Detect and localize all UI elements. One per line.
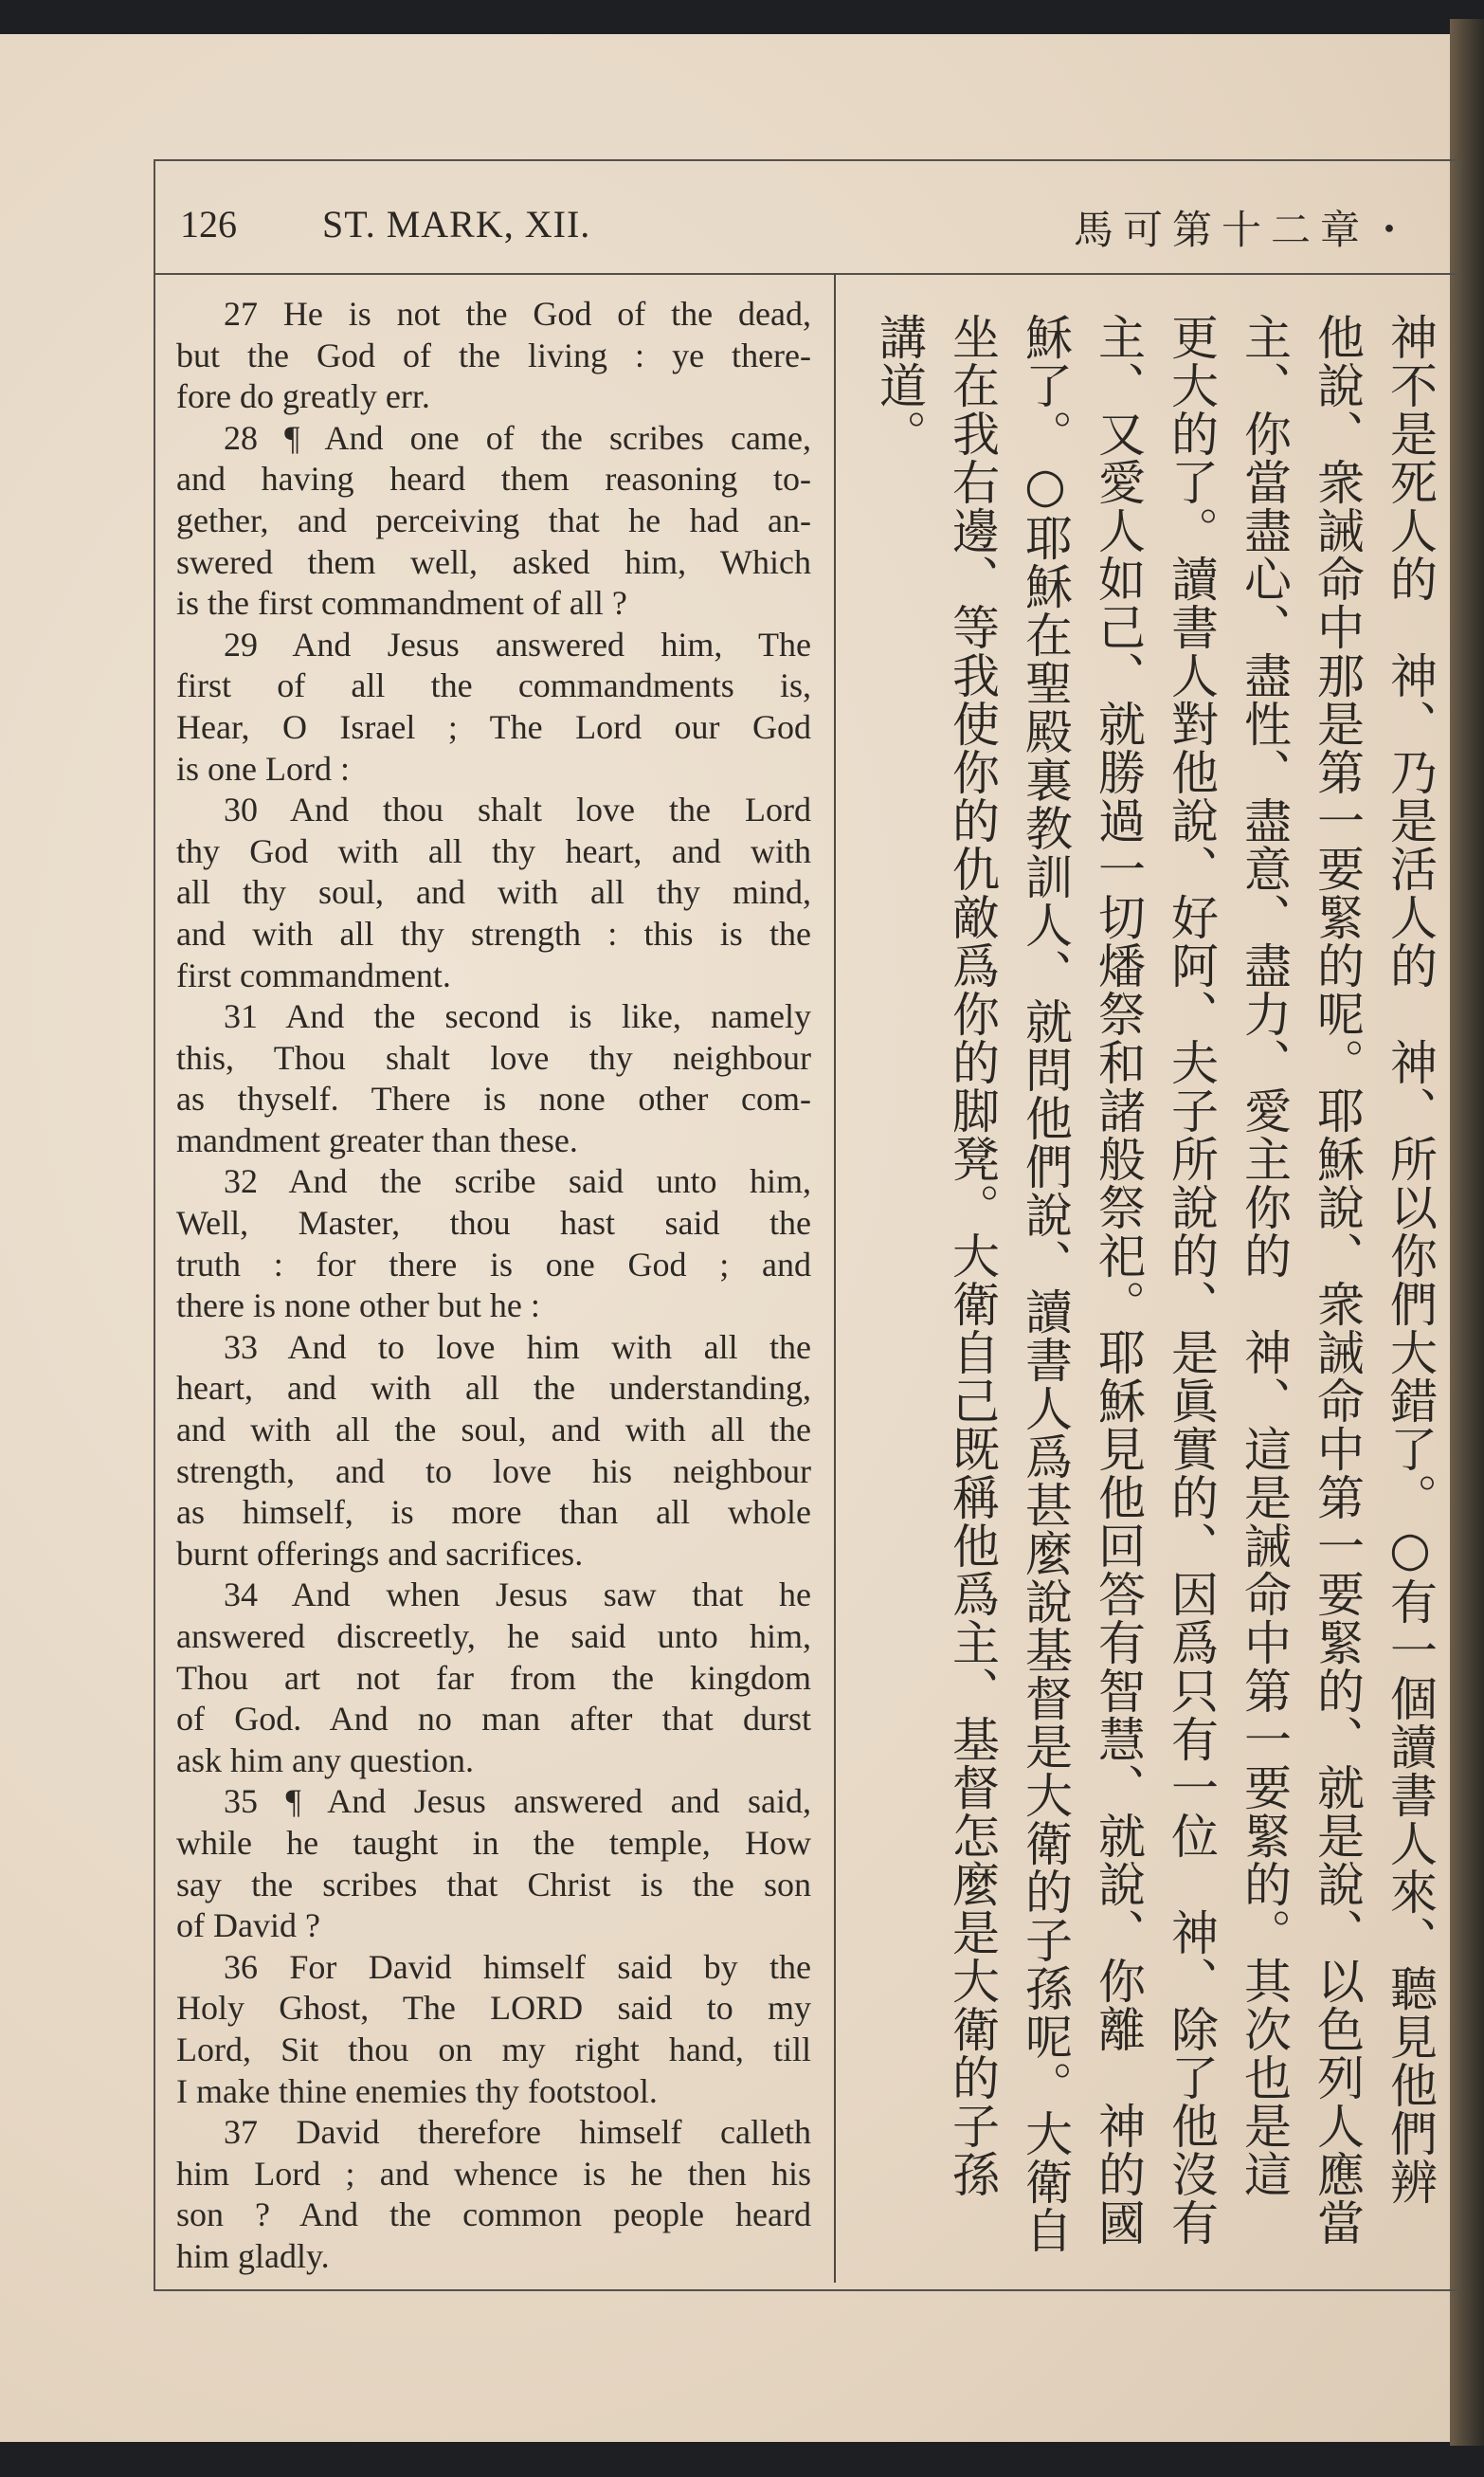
english-text-line: 37 David therefore himself calleth xyxy=(224,2113,811,2152)
english-text-line: 28 ¶ And one of the scribes came, xyxy=(224,418,811,457)
english-text-line: son ? And the common people heard xyxy=(176,2195,811,2234)
english-text-line: there is none other but he : xyxy=(176,1286,540,1325)
english-text-line: strength, and to love his neighbour xyxy=(176,1451,811,1490)
english-text-column xyxy=(176,294,811,2275)
chinese-text-column-line: 穌了。○耶穌在聖殿裏教訓人、就問他們說、讀書人爲甚麼說基督是大衛的子孫呢。大衛自 xyxy=(1018,313,1073,2254)
english-text-line: ask him any question. xyxy=(176,1740,474,1779)
english-text-line: while he taught in the temple, How xyxy=(176,1823,811,1862)
column-divider xyxy=(834,273,836,2283)
chinese-text-column-line: 講道。 xyxy=(872,313,927,458)
chinese-text-column-line: 他說、衆誡命中那是第一要緊的呢。耶穌說、衆誡命中第一要緊的、就是說、以色列人應當 xyxy=(1310,313,1365,2247)
english-text-line: heart, and with all the understanding, xyxy=(176,1369,811,1408)
english-running-head: ST. MARK, XII. xyxy=(322,203,591,246)
english-text-line: 35 ¶ And Jesus answered and said, xyxy=(224,1782,811,1821)
english-text-line: Thou art not far from the kingdom xyxy=(176,1658,811,1697)
english-text-line: this, Thou shalt love thy neighbour xyxy=(176,1038,811,1077)
english-text-line: Holy Ghost, The LORD said to my xyxy=(176,1989,811,2028)
english-text-line: as thyself. There is none other com- xyxy=(176,1080,811,1119)
english-text-line: say the scribes that Christ is the son xyxy=(176,1865,811,1903)
page-number: 126 xyxy=(180,203,237,246)
chinese-running-head: 馬可第十二章・ xyxy=(1073,207,1419,253)
english-text-line: 32 And the scribe said unto him, xyxy=(224,1162,811,1201)
chinese-text-column xyxy=(858,313,1445,2275)
english-text-line: I make thine enemies thy footstool. xyxy=(176,2071,658,2110)
english-text-line: Hear, O Israel ; The Lord our God xyxy=(176,707,811,746)
english-text-line: 27 He is not the God of the dead, xyxy=(224,295,811,333)
english-text-line: 31 And the second is like, namely xyxy=(224,997,811,1036)
english-text-line: first of all the commandments is, xyxy=(176,666,811,705)
english-text-line: him gladly. xyxy=(176,2236,330,2275)
english-text-line: 34 And when Jesus saw that he xyxy=(224,1575,811,1614)
english-text-line: Well, Master, thou hast said the xyxy=(176,1204,811,1243)
english-text-line: but the God of the living : ye there- xyxy=(176,336,811,374)
english-text-line: and having heard them reasoning to- xyxy=(176,460,811,499)
english-text-line: him Lord ; and whence is he then his xyxy=(176,2154,811,2193)
english-text-line: and with all the soul, and with all the xyxy=(176,1411,811,1449)
english-text-line: fore do greatly err. xyxy=(176,377,430,416)
english-text-line: 29 And Jesus answered him, The xyxy=(224,625,811,664)
english-text-line: burnt offerings and sacrifices. xyxy=(176,1534,584,1573)
chinese-text-column-line: 主、你當盡心、盡性、盡意、盡力、愛主你的 神、這是誡命中第一要緊的。其次也是這 xyxy=(1237,313,1292,2198)
english-text-line: as himself, is more than all whole xyxy=(176,1493,811,1532)
english-text-line: and with all thy strength : this is the xyxy=(176,914,811,953)
english-text-line: answered discreetly, he said unto him, xyxy=(176,1617,811,1655)
english-text-line: 36 For David himself said by the xyxy=(224,1947,811,1986)
chinese-text-column-line: 主、又愛人如己、就勝過一切燔祭和諸般祭祀。耶穌見他回答有智慧、就說、你離 神的國 xyxy=(1091,313,1146,2247)
page-header xyxy=(154,159,1457,275)
english-text-line: of David ? xyxy=(176,1906,320,1945)
english-text-line: is one Lord : xyxy=(176,749,350,788)
english-text-line: Lord, Sit thou on my right hand, till xyxy=(176,2030,811,2068)
english-text-line: thy God with all thy heart, and with xyxy=(176,831,811,870)
english-text-line: swered them well, asked him, Which xyxy=(176,542,811,581)
english-text-line: first commandment. xyxy=(176,956,451,994)
english-text-line: of God. And no man after that durst xyxy=(176,1700,811,1739)
english-text-line: 33 And to love him with all the xyxy=(224,1327,811,1366)
english-text-line: truth : for there is one God ; and xyxy=(176,1245,811,1284)
english-text-line: 30 And thou shalt love the Lord xyxy=(224,791,811,829)
chinese-text-column-line: 坐在我右邊、等我使你的仇敵爲你的脚凳。大衛自己既稱他爲主、基督怎麼是大衛的子孫 xyxy=(945,313,1000,2198)
chinese-text-column-line: 更大的了。讀書人對他說、好阿、夫子所說的、是眞實的、因爲只有一位 神、除了他沒有 xyxy=(1164,313,1219,2247)
english-text-line: gether, and perceiving that he had an- xyxy=(176,501,811,539)
english-text-line: is the first commandment of all ? xyxy=(176,584,627,623)
english-text-line: mandment greater than these. xyxy=(176,1120,578,1159)
english-text-line: all thy soul, and with all thy mind, xyxy=(176,873,811,912)
chinese-text-column-line: 神不是死人的 神、乃是活人的 神、所以你們大錯了。○有一個讀書人來、聽見他們辨 xyxy=(1383,313,1438,2206)
